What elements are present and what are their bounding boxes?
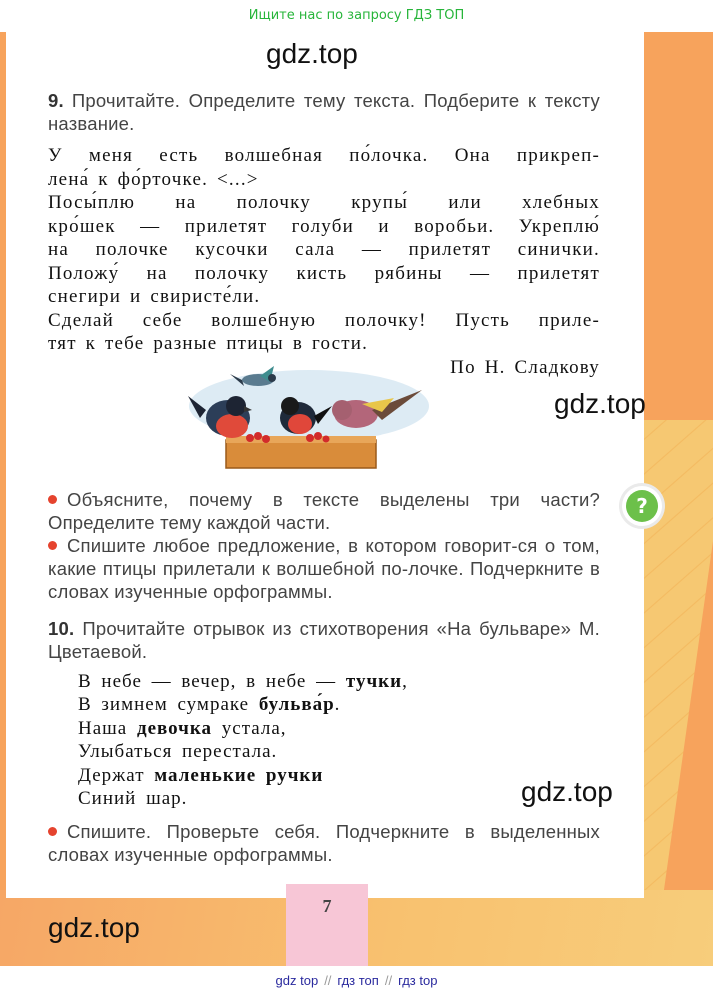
story-line: на полочке кусочки сала — прилетят синички. — [48, 239, 600, 260]
verse-line: Улыбаться перестала. — [78, 741, 278, 763]
story-author: По Н. Сладкову — [450, 356, 600, 378]
task-9-number: 9. — [48, 90, 64, 111]
task-9-question-1 — [48, 488, 600, 534]
task-10-question-text: Спишите. Проверьте себя. Подчеркните в выделенных словах изученные орфограммы. — [48, 821, 600, 865]
task-9-instruction — [48, 89, 600, 135]
bullet-dot-icon — [48, 495, 57, 504]
task-9-text: Прочитайте. Определите тему текста. Подберите к тексту название. — [48, 90, 600, 134]
story-text — [48, 144, 600, 379]
story-line: Посы́плю на полочку крупы́ или хлебных — [48, 192, 600, 213]
bottom-link[interactable]: gdz top — [275, 973, 319, 988]
top-banner[interactable]: Ищите нас по запросу ГДЗ ТОП — [248, 8, 465, 23]
verse-line: Держат маленькие ручки — [78, 764, 324, 786]
story-line: Положу́ на полочку кисть рябины — прилетят — [48, 262, 600, 284]
watermark-right: gdz.top — [554, 388, 646, 419]
story-line: тят к тебе разные птицы в гости. — [48, 333, 369, 354]
verse-line: В небе — вечер, в небе — тучки, — [78, 671, 408, 692]
page-number: 7 — [286, 884, 368, 966]
bullet-dot-icon — [48, 541, 57, 550]
bottom-link[interactable]: гдз top — [398, 973, 438, 988]
birds-feeder-illustration — [186, 366, 432, 472]
bottom-link[interactable]: гдз топ — [337, 973, 379, 988]
watermark-top: gdz.top — [266, 38, 358, 69]
task-9-question-2-text: Спишите любое предложение, в котором говорит-ся о том, какие птицы прилетали к волшебной по-лочке. Подчеркните в словах изученные орфограммы. — [48, 535, 600, 602]
bottom-separator: // — [384, 973, 393, 988]
verse-line: Синий шар. — [78, 788, 188, 810]
story-line: снегири и свиристе́ли. — [48, 286, 261, 307]
help-question-mark: ? — [626, 490, 658, 522]
task-10-number: 10. — [48, 618, 75, 639]
verse-line: Наша девочка устала, — [78, 717, 287, 739]
watermark-lower-right: gdz.top — [521, 776, 613, 807]
poem-verse — [78, 670, 508, 810]
bottom-separator: // — [324, 973, 332, 988]
task-10-question — [48, 820, 600, 866]
story-line: лена́ к фо́рточке. <...> — [48, 168, 259, 190]
story-line: У меня есть волшебная по́лочка. Она прикреп- — [48, 145, 600, 166]
story-line: Сделай себе волшебную полочку! Пусть приле- — [48, 309, 600, 331]
task-9-question-1-text: Объясните, почему в тексте выделены три части? Определите тему каждой части. — [48, 489, 600, 533]
task-9-question-2 — [48, 534, 600, 603]
watermark-bottom-left: gdz.top — [48, 912, 140, 943]
help-question-icon[interactable] — [622, 486, 662, 526]
task-10-instruction — [48, 617, 600, 663]
bottom-links — [0, 966, 713, 998]
verse-line: В зимнем сумраке бульва́р. — [78, 694, 341, 716]
story-line: кро́шек — прилетят голуби и воробьи. Укреплю́ — [48, 215, 600, 237]
task-10-text: Прочитайте отрывок из стихотворения «На бульваре» М. Цветаевой. — [48, 618, 600, 662]
bullet-dot-icon — [48, 827, 57, 836]
